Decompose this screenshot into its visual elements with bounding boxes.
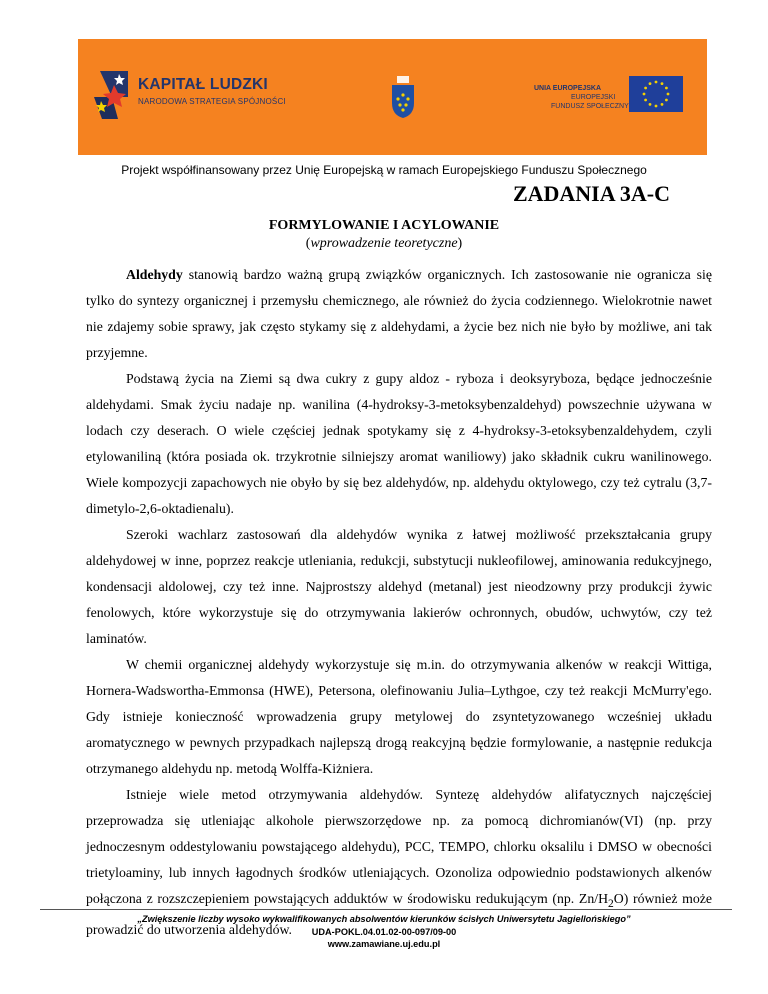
kapital-ludzki-subtitle: NARODOWA STRATEGIA SPÓJNOŚCI [138, 97, 286, 106]
section-subtitle-em: wprowadzenie teoretyczne [310, 236, 458, 251]
footer-divider [40, 909, 732, 910]
kapital-ludzki-logo-icon [92, 67, 132, 123]
eu-flag-icon [629, 76, 683, 112]
header-banner [78, 39, 707, 155]
kapital-ludzki-title: KAPITAŁ LUDZKI [138, 76, 268, 93]
page-title: ZADANIA 3A-C [512, 181, 670, 206]
footer-project-code: UDA-POKL.04.01.02-00-097/09-00 [311, 927, 457, 937]
section-title: FORMYLOWANIE I ACYLOWANIE [268, 218, 500, 233]
paragraph-3: Szeroki wachlarz zastosowań dla aldehydów wynika z łatwej możliwość przekształcania grupy aldehydowej w inne, poprzez reakcje utleniania, redukcji, substytucji nukleofilowej, aminowania redukcyjnego, kondensacji aldolowej, czy też inne. Najprostszy aldehyd (metanal) jest nieodzowny przy produkcji żywic fenolowych, które wykorzystuje się do otrzymywania lakierów ochronnych, obudów, uchwytów, czy też laminatów. [86, 527, 712, 646]
footer-website: www.zamawiane.uj.edu.pl [327, 939, 441, 949]
aldehydy-term: Aldehydy [126, 267, 183, 282]
paragraph-5: Istnieje wiele metod otrzymywania aldehydów. Syntezę aldehydów alifatycznych najczęściej przeprowadza się utleniając alkohole pierwszorzędowe np. za pomocą dichromianów(VI) (np. przy jednoczesnym oddestylowaniu powstającego aldehydu), PCC, TEMPO, chlorku oksalilu i DMSO w obecności trietyloaminy, lub innych łagodnych środków utleniających. Ozonoliza odpowiednio podstawionych alkenów połączona z rozszczepieniem powstających adduktów w środowisku redukującym (np. $Zn/H_2O$) również może prowadzić do utworzenia aldehydów. [86, 787, 712, 937]
eu-label-line3: FUNDUSZ SPOŁECZNY [551, 103, 629, 110]
section-subtitle: (wprowadzenie teoretyczne) [305, 236, 463, 251]
paragraph-1: Aldehydy stanowią bardzo ważną grupą związków organicznych. Ich zastosowanie nie ogranicza się tylko do syntezy organicznej i przemysłu chemicznego, ale również do życia codziennego. Wielokrotnie nawet nie zdajemy sobie sprawy, jak często stykamy się z aldehydami, a życie bez nich nie było by możliwe, ani tak przyjemne. [86, 267, 712, 360]
paragraph-2: Podstawą życia na Ziemi są dwa cukry z gupy aldoz - ryboza i deoksyryboza, będące jednocześnie aldehydami. Smak życiu nadaje np. wanilina (4-hydroksy-3-metoksybenzaldehyd) powszechnie używana w lodach czy deserach. O wiele częściej jednak spotykamy się z 4-hydroksy-3-etoksybenzaldehydem, czyli etylowaniliną (która posiada ok. trzykrotnie silniejszy aromat waniliowy) jako składnik cukru wanilinowego. Wiele kompozycji zapachowych nie obyło by się bez aldehydów, np. aldehydu oktylowego, czy też cytralu (3,7-dimetylo-2,6-oktadienalu). [86, 371, 712, 516]
paragraph-4: W chemii organicznej aldehydy wykorzystuje się m.in. do otrzymywania alkenów w reakcji Wittiga, Hornera-Wadswortha-Emmonsa (HWE), Petersona, olefinowaniu Julia–Lythgoe, czy też reakcji McMurry'ego. Gdy istnieje konieczność wprowadzenia grupy metylowej do zsyntetyzowanego wcześniej układu aromatycznego w pewnych przypadkach najlepszą drogą reakcyjną będzie formylowanie, a następnie redukcja otrzymanego aldehydu np. metodą Wolffa-Kiżniera. [86, 657, 712, 776]
subscript-2: 2 [608, 897, 614, 910]
body-text [86, 262, 712, 943]
eu-label-line2: EUROPEJSKI [571, 94, 616, 101]
malopolska-crest-icon [390, 75, 416, 119]
project-cofinancing-line: Projekt współfinansowany przez Unię Europejską w ramach Europejskiego Funduszu Społecznego [121, 163, 647, 177]
eu-label-line1: UNIA EUROPEJSKA [534, 85, 602, 92]
footer-project-title: „Zwiększenie liczby wysoko wykwalifikowanych absolwentów kierunków ścisłych Uniwersytetu Jagiellońskiego” [137, 914, 631, 924]
